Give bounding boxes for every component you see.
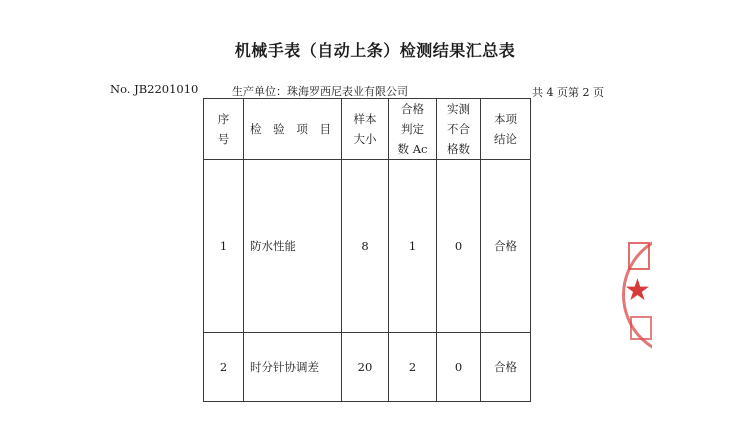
results-table	[203, 98, 531, 402]
red-seal-stamp-icon	[622, 232, 652, 362]
page-info: 共 4 页第 2 页	[532, 86, 604, 99]
header-conclusion-line: 本项	[494, 112, 517, 126]
header-seq-line: 号	[217, 132, 230, 146]
seal-mark-icon	[630, 316, 652, 340]
header-sample-line: 样本	[353, 112, 377, 126]
report-number: No. JB2201010	[110, 82, 199, 96]
header-accept-line: 合格	[401, 102, 424, 116]
header-fail-count	[437, 99, 481, 160]
header-accept-number	[389, 99, 437, 160]
header-conclusion	[481, 99, 531, 160]
cell-sample-size: 20	[342, 333, 389, 402]
header-fail-line: 实测	[447, 102, 470, 116]
cell-seq: 2	[204, 333, 244, 402]
cell-item: 防水性能	[244, 160, 342, 333]
document-title: 机械手表（自动上条）检测结果汇总表	[234, 41, 516, 60]
header-accept-line: 数 Ac	[397, 142, 428, 156]
cell-fail-count: 0	[437, 333, 481, 402]
table-row	[204, 160, 531, 333]
cell-item: 时分针协调差	[244, 333, 342, 402]
header-fail-line: 不合	[447, 122, 470, 136]
seal-mark-icon	[628, 242, 650, 270]
cell-conclusion: 合格	[481, 333, 531, 402]
header-conclusion-line: 结论	[494, 132, 517, 146]
header-fail-line: 格数	[447, 142, 470, 156]
header-seq	[204, 99, 244, 160]
cell-sample-size: 8	[342, 160, 389, 333]
cell-accept-number: 2	[389, 333, 437, 402]
table-row	[204, 333, 531, 402]
header-seq-line: 序	[217, 112, 230, 126]
cell-conclusion: 合格	[481, 160, 531, 333]
header-sample-size	[342, 99, 389, 160]
production-unit: 生产单位：珠海罗西尼表业有限公司	[232, 85, 408, 98]
header-item: 检 验 项 目	[244, 99, 342, 160]
seal-star-icon: ★	[624, 273, 651, 308]
header-accept-line: 判定	[401, 122, 424, 136]
table-header-row	[204, 99, 531, 160]
cell-seq: 1	[204, 160, 244, 333]
cell-accept-number: 1	[389, 160, 437, 333]
header-sample-line: 大小	[353, 132, 377, 146]
cell-fail-count: 0	[437, 160, 481, 333]
